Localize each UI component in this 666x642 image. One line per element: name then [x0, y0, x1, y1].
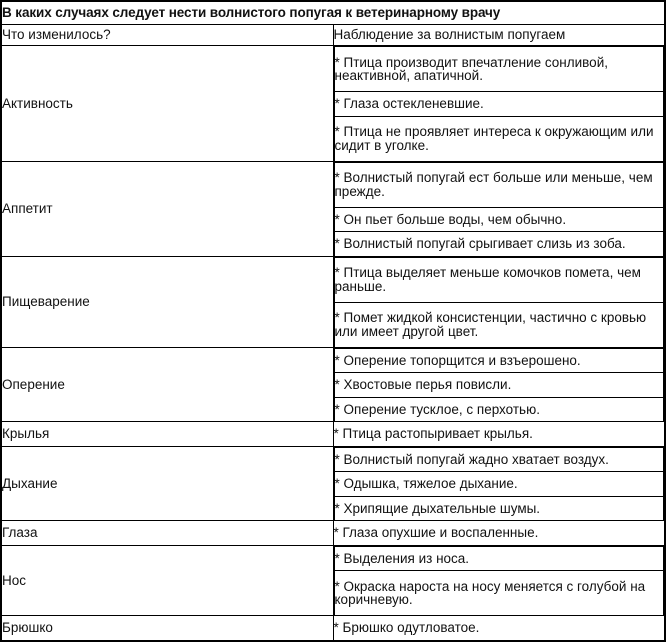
list-item: * Он пьет больше воды, чем обычно.: [334, 207, 664, 232]
table-body: [1, 1, 665, 641]
list-item: * Хрипящие дыхательные шумы.: [334, 496, 664, 520]
table-row: [1, 446, 665, 521]
list-item: * Птица не проявляет интереса к окружающим или сидит в уголке.: [334, 116, 664, 161]
list-item: * Волнистый попугай срыгивает слизь из зоба.: [334, 232, 664, 256]
category-label: Дыхание: [1, 446, 333, 521]
list-item: * Птица растопыривает крылья.: [333, 422, 665, 447]
column-header-left: Что изменилось?: [1, 25, 333, 46]
category-label: Брюшко: [1, 616, 333, 641]
table-row: [1, 46, 665, 162]
observations-cell: [333, 545, 665, 616]
list-item: * Одышка, тяжелое дыхание.: [334, 472, 664, 497]
observations-list: [334, 546, 665, 616]
observations-cell: [333, 347, 665, 422]
category-label: Глаза: [1, 521, 333, 546]
observations-list: [334, 46, 665, 161]
category-label: Нос: [1, 545, 333, 616]
observations-list: [334, 162, 665, 256]
table-row: [1, 256, 665, 347]
list-item: * Птица производит впечатление сонливой, неактивной, апатичной.: [334, 47, 664, 92]
observations-cell: [333, 46, 665, 162]
list-item: * Выделения из носа.: [334, 546, 664, 571]
column-header-right: Наблюдение за волнистым попугаем: [333, 25, 665, 46]
list-item: * Волнистый попугай ест больше или меньше, чем прежде.: [334, 162, 664, 207]
list-item: * Оперение топорщится и взъерошено.: [334, 348, 664, 373]
list-item: * Волнистый попугай жадно хватает воздух.: [334, 447, 664, 472]
category-label: Крылья: [1, 422, 333, 447]
list-item: * Птица выделяет меньше комочков помета, чем раньше.: [334, 257, 664, 302]
table-row: [1, 347, 665, 422]
table-row: [1, 161, 665, 256]
observations-cell: [333, 446, 665, 521]
table-row: [1, 616, 665, 641]
list-item: * Хвостовые перья повисли.: [334, 373, 664, 398]
category-label: Активность: [1, 46, 333, 162]
list-item: * Окраска нароста на носу меняется с голубой на коричневую.: [334, 571, 664, 616]
list-item: * Глаза опухшие и воспаленные.: [333, 521, 665, 546]
table-row: [1, 422, 665, 447]
category-label: Оперение: [1, 347, 333, 422]
category-label: Пищеварение: [1, 256, 333, 347]
table-header-row: [1, 25, 665, 46]
list-item: * Брюшко одутловатое.: [333, 616, 665, 641]
table-title-row: [1, 1, 665, 25]
table-row: [1, 521, 665, 546]
observations-cell: [333, 161, 665, 256]
category-label: Аппетит: [1, 161, 333, 256]
page-title: В каких случаях следует нести волнистого попугая к ветеринарному врачу: [1, 1, 665, 25]
observations-list: [334, 257, 665, 347]
table-row: [1, 545, 665, 616]
observations-list: [334, 447, 665, 521]
observations-cell: [333, 256, 665, 347]
list-item: * Оперение тусклое, с перхотью.: [334, 397, 664, 421]
observations-list: [334, 348, 665, 422]
list-item: * Глаза остекленевшие.: [334, 92, 664, 117]
list-item: * Помет жидкой консистенции, частично с кровью или имеет другой цвет.: [334, 302, 664, 347]
